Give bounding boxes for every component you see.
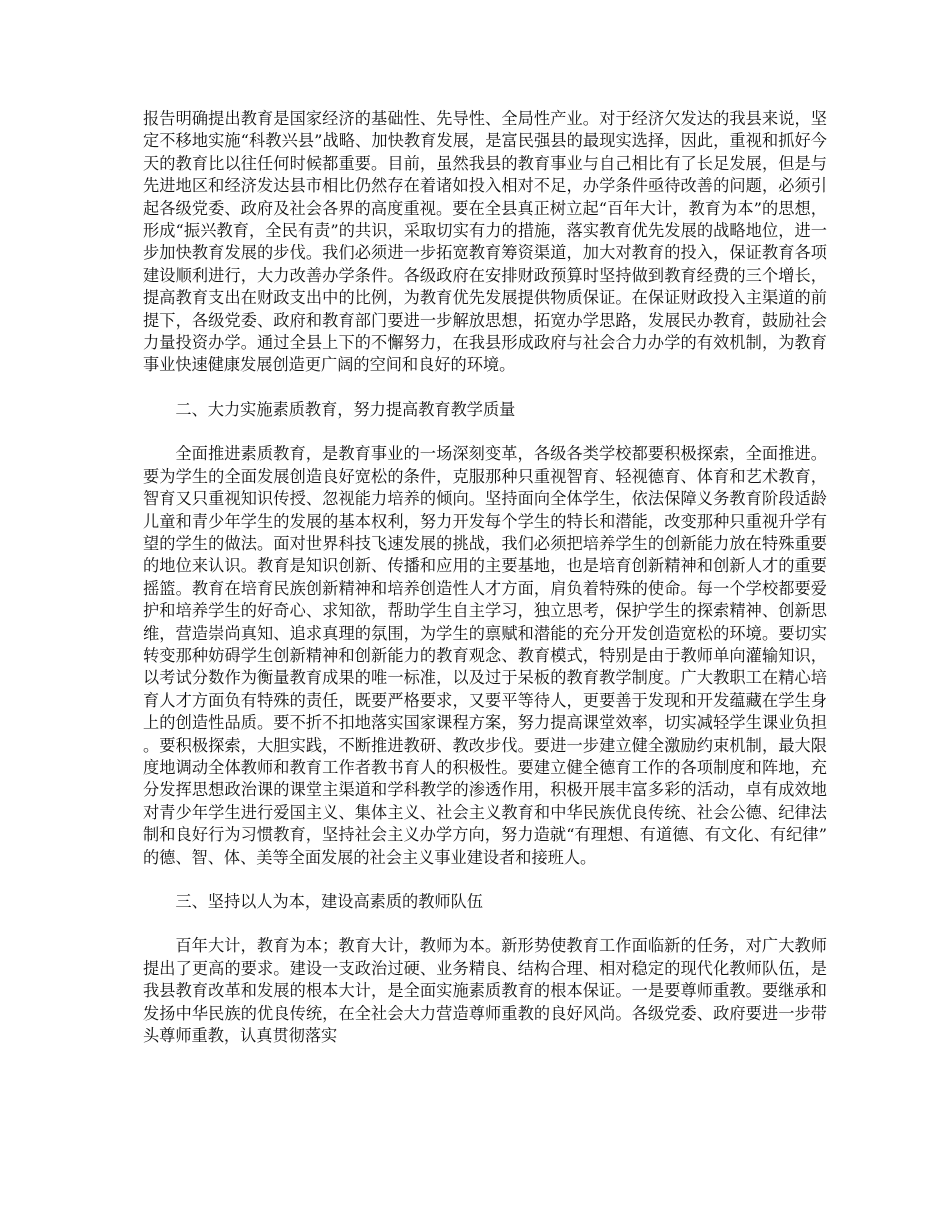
paragraph-gap (143, 869, 827, 891)
paragraph-gap (143, 913, 827, 935)
paragraph-gap (143, 421, 827, 443)
section-heading-2: 二、大力实施素质教育，努力提高教育教学质量 (175, 399, 516, 419)
document-page (143, 108, 827, 1047)
body-paragraph-1: 报告明确提出教育是国家经济的基础性、先导性、全局性产业。对于经济欠发达的我县来说，坚定不移地实施“科教兴县”战略、加快教育发展，是富民强县的最现实选择，因此，重视和抓好今天的教育比以往任何时候都重要。目前，虽然我县的教育事业与自己相比有了长足发展，但是与先进地区和经济发达县市相比仍然存在着诸如投入相对不足，办学条件亟待改善的问题，必须引起各级党委、政府及社会各界的高度重视。要在全县真正树立起“百年大计，教育为本”的思想，形成“振兴教育，全民有责”的共识，采取切实有力的措施，落实教育优先发展的战略地位，进一步加快教育发展的步伐。我们必须进一步拓宽教育筹资渠道，加大对教育的投入，保证教育各项建设顺利进行，大力改善办学条件。各级政府在安排财政预算时坚持做到教育经费的三个增长，提高教育支出在财政支出中的比例，为教育优先发展提供物质保证。在保证财政投入主渠道的前提下，各级党委、政府和教育部门要进一步解放思想，拓宽办学思路，发展民办教育，鼓励社会力量投资办学。通过全县上下的不懈努力，在我县形成政府与社会合力办学的有效机制，为教育事业快速健康发展创造更广阔的空间和良好的环境。 (143, 109, 827, 375)
body-paragraph-2: 全面推进素质教育，是教育事业的一场深刻变革，各级各类学校都要积极探索，全面推进。要为学生的全面发展创造良好宽松的条件，克服那种只重视智育、轻视德育、体育和艺术教育，智育又只重视知识传授、忽视能力培养的倾向。坚持面向全体学生，依法保障义务教育阶段适龄儿童和青少年学生的发展的基本权利，努力开发每个学生的特长和潜能，改变那种只重视升学有望的学生的做法。面对世界科技飞速发展的挑战，我们必须把培养学生的创新能力放在特殊重要的地位来认识。教育是知识创新、传播和应用的主要基地，也是培育创新精神和创新人才的重要摇篮。教育在培育民族创新精神和培养创造性人才方面，肩负着特殊的使命。每一个学校都要爱护和培养学生的好奇心、求知欲，帮助学生自主学习，独立思考，保护学生的探索精神、创新思维，营造崇尚真知、追求真理的氛围，为学生的禀赋和潜能的充分开发创造宽松的环境。要切实转变那种妨碍学生创新精神和创新能力的教育观念、教育模式，特别是由于教师单向灌输知识，以考试分数作为衡量教育成果的唯一标准，以及过于呆板的教育教学制度。广大教职工在精心培育人才方面负有特殊的责任，既要严格要求，又要平等待人，更要善于发现和开发蕴藏在学生身上的创造性品质。要不折不扣地落实国家课程方案，努力提高课堂效率，切实减轻学生课业负担。要积极探索，大胆实践，不断推进教研、教改步伐。要进一步建立健全激励约束机制，最大限度地调动全体教师和教育工作者教书育人的积极性。要建立健全德育工作的各项制度和阵地，充分发挥思想政治课的课堂主渠道和学科教学的渗透作用，积极开展丰富多彩的活动，卓有成效地对青少年学生进行爱国主义、集体主义、社会主义教育和中华民族优良传统、社会公德、纪律法制和良好行为习惯教育，坚持社会主义办学方向，努力造就“有理想、有道德、有文化、有纪律”的德、智、体、美等全面发展的社会主义事业建设者和接班人。 (143, 444, 827, 867)
section-heading-3: 三、坚持以人为本，建设高素质的教师队伍 (175, 892, 483, 911)
body-paragraph-3: 百年大计，教育为本；教育大计，教师为本。新形势使教育工作面临新的任务，对广大教师提出了更高的要求。建设一支政治过硬、业务精良、结构合理、相对稳定的现代化教师队伍，是我县教育改革和发展的根本大计，是全面实施素质教育的根本保证。一是要尊师重教。要继承和发扬中华民族的优良传统，在全社会大力营造尊师重教的良好风尚。各级党委、政府要进一步带头尊师重教，认真贯彻落实 (143, 936, 827, 1046)
paragraph-gap (143, 377, 827, 399)
